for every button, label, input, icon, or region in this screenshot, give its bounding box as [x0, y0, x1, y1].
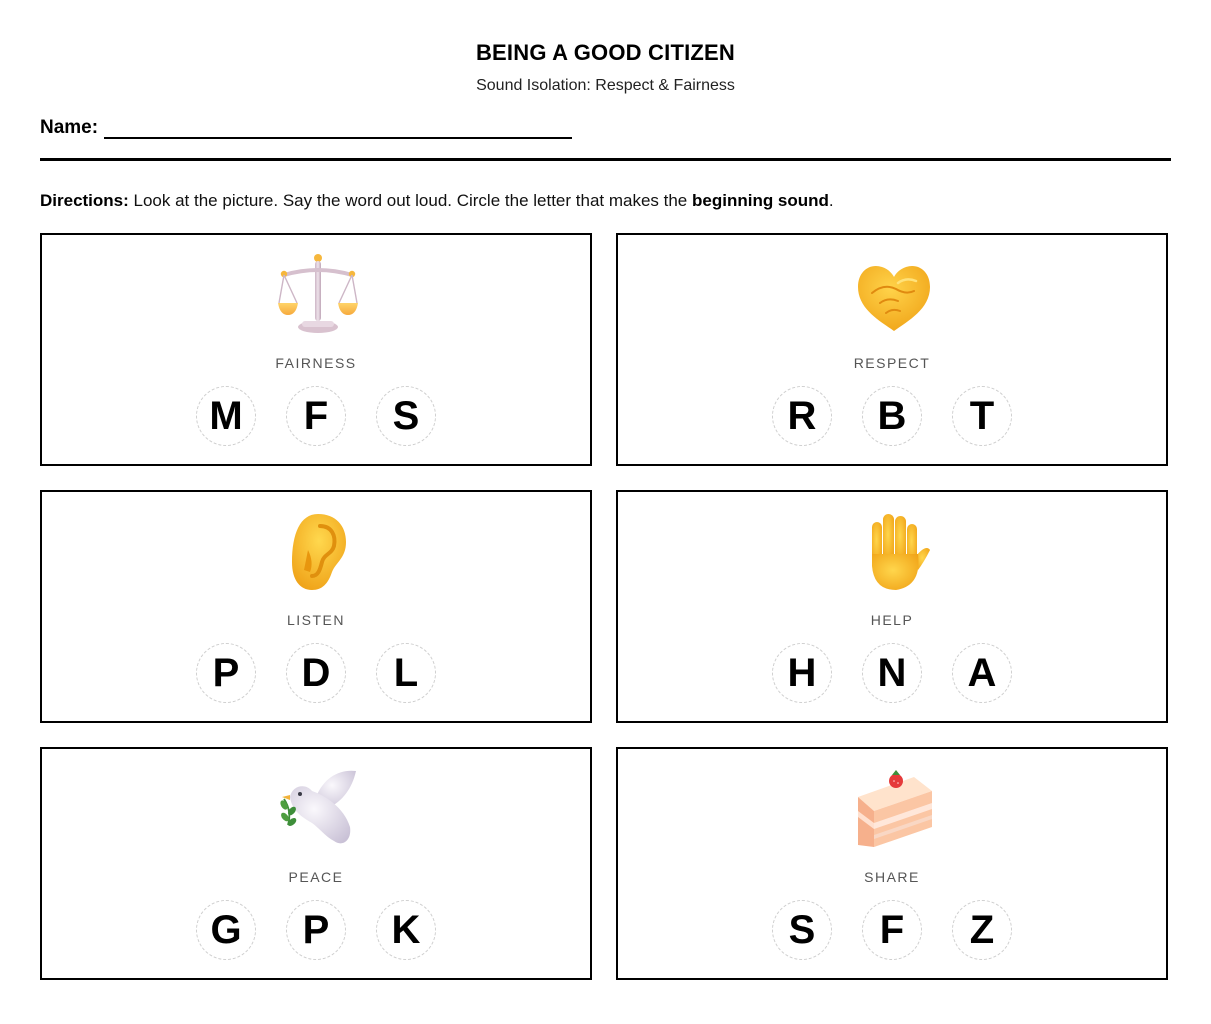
directions-end: . — [828, 191, 834, 210]
directions-label: Directions: — [40, 191, 129, 210]
letter-choices — [42, 386, 590, 446]
picture-word: PEACE — [288, 869, 344, 885]
letter-choice[interactable]: A — [952, 643, 1012, 703]
header-divider — [40, 158, 1171, 161]
picture-word: SHARE — [864, 869, 920, 885]
letter-choice[interactable]: M — [196, 386, 256, 446]
letter-choice[interactable]: N — [862, 643, 922, 703]
ear-icon — [278, 510, 358, 592]
picture-word: FAIRNESS — [275, 355, 357, 371]
letter-choice[interactable]: T — [952, 386, 1012, 446]
directions — [40, 191, 834, 211]
letter-choices — [618, 643, 1166, 703]
name-label: Name: — [40, 117, 99, 138]
name-row — [40, 115, 572, 139]
letter-choice[interactable]: F — [286, 386, 346, 446]
letter-choice[interactable]: S — [376, 386, 436, 446]
letter-choices — [618, 386, 1166, 446]
letter-choices — [42, 643, 590, 703]
letter-choice[interactable]: D — [286, 643, 346, 703]
letter-choice[interactable]: P — [196, 643, 256, 703]
card-help — [616, 490, 1168, 723]
handshake-icon — [854, 253, 934, 335]
letter-choice[interactable]: F — [862, 900, 922, 960]
directions-text: Look at the picture. Say the word out loud. Circle the letter that makes the — [128, 191, 692, 210]
letter-choice[interactable]: K — [376, 900, 436, 960]
letter-choice[interactable]: P — [286, 900, 346, 960]
balance-scale-icon — [278, 253, 358, 335]
card-listen — [40, 490, 592, 723]
letter-choices — [42, 900, 590, 960]
card-peace — [40, 747, 592, 980]
letter-choice[interactable]: G — [196, 900, 256, 960]
picture-word: LISTEN — [286, 612, 345, 628]
cake-slice-icon — [854, 767, 934, 849]
directions-emphasis: beginning sound — [692, 191, 829, 210]
card-share — [616, 747, 1168, 980]
letter-choice[interactable]: R — [772, 386, 832, 446]
card-fairness — [40, 233, 592, 466]
card-respect — [616, 233, 1168, 466]
letter-choice[interactable]: S — [772, 900, 832, 960]
picture-word: HELP — [870, 612, 914, 628]
worksheet-title: BEING A GOOD CITIZEN — [475, 40, 736, 65]
letter-choice[interactable]: B — [862, 386, 922, 446]
name-write-line[interactable] — [104, 115, 572, 139]
picture-word: RESPECT — [853, 355, 931, 371]
letter-choices — [618, 900, 1166, 960]
letter-choice[interactable]: L — [376, 643, 436, 703]
letter-choice[interactable]: H — [772, 643, 832, 703]
dove-icon — [278, 767, 358, 849]
raised-hand-icon — [854, 510, 934, 592]
letter-choice[interactable]: Z — [952, 900, 1012, 960]
worksheet-subtitle: Sound Isolation: Respect & Fairness — [476, 77, 735, 94]
